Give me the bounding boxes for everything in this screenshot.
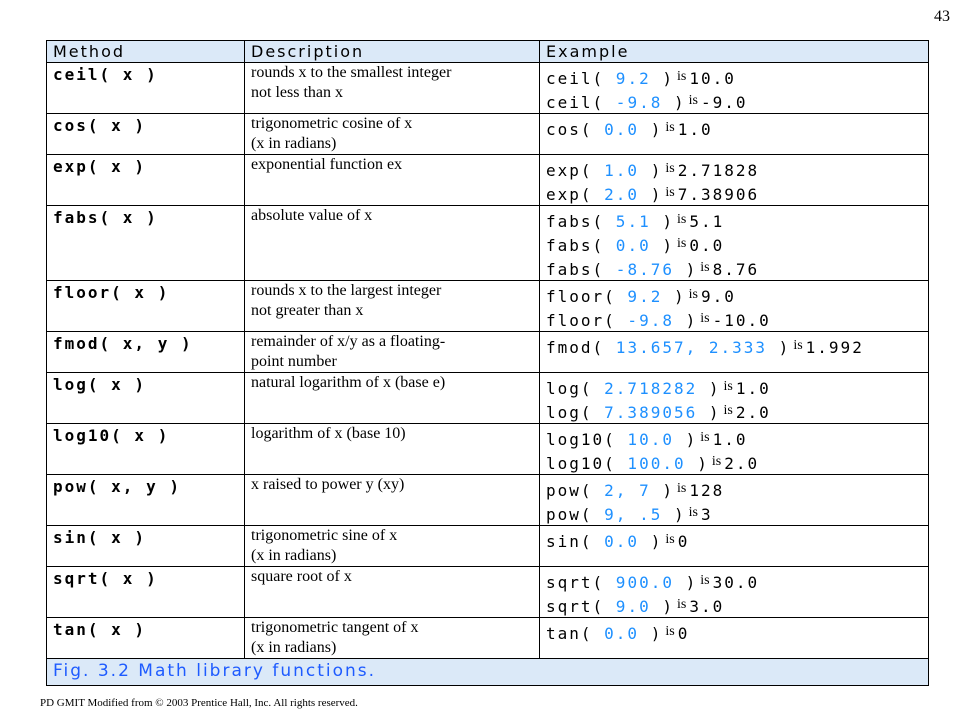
example-cell — [540, 63, 929, 114]
method-name: exp( x ) — [53, 157, 147, 176]
example-result: 0.0 — [689, 236, 725, 255]
table-row — [47, 567, 929, 618]
example-argument: 900.0 — [604, 573, 686, 592]
example-function: floor( — [546, 311, 616, 330]
example-line — [546, 620, 922, 644]
method-cell — [47, 424, 245, 475]
example-line — [546, 256, 922, 280]
method-name: sin( x ) — [53, 528, 147, 547]
example-line — [546, 375, 922, 399]
example-line — [546, 450, 922, 474]
description-line: logarithm of x (base 10) — [251, 425, 406, 442]
example-line — [546, 501, 922, 525]
table-row — [47, 281, 929, 332]
example-cell — [540, 155, 929, 206]
example-result: 3 — [700, 505, 713, 524]
example-result: 9.0 — [700, 287, 736, 306]
description-cell — [245, 567, 540, 618]
example-result: 0 — [677, 624, 690, 643]
example-function: exp( — [546, 161, 593, 180]
example-result: -9.0 — [700, 93, 748, 112]
example-is-word: is — [700, 311, 710, 326]
method-name: tan( x ) — [53, 620, 147, 639]
table-body — [47, 63, 929, 659]
example-result: 2.0 — [724, 454, 760, 473]
example-argument: 9.2 — [615, 287, 674, 306]
example-close-paren: ) — [662, 212, 674, 231]
example-cell — [540, 373, 929, 424]
method-cell — [47, 155, 245, 206]
caption-row — [47, 659, 929, 686]
table-row — [47, 475, 929, 526]
description-line: exponential function ex — [251, 156, 403, 173]
description-line: natural logarithm of x (base e) — [251, 374, 446, 391]
example-argument: 2.718282 — [592, 379, 709, 398]
example-line — [546, 477, 922, 501]
method-cell — [47, 281, 245, 332]
example-result: 1.0 — [677, 120, 713, 139]
example-close-paren: ) — [662, 597, 674, 616]
table-row — [47, 206, 929, 281]
method-cell — [47, 332, 245, 373]
math-functions-table — [46, 40, 929, 686]
example-argument: 100.0 — [615, 454, 698, 473]
example-cell — [540, 281, 929, 332]
table-row — [47, 526, 929, 567]
header-method: Method — [47, 41, 245, 63]
description-line: not greater than x — [251, 302, 364, 319]
example-close-paren: ) — [673, 93, 686, 112]
method-cell — [47, 63, 245, 114]
page-number: 43 — [934, 8, 950, 25]
example-is-word: is — [676, 69, 687, 84]
example-close-paren: ) — [685, 260, 698, 279]
example-argument: 7.389056 — [592, 403, 709, 422]
example-function: ceil( — [546, 93, 605, 112]
example-close-paren: ) — [708, 379, 721, 398]
example-result: 5.1 — [689, 212, 725, 231]
example-close-paren: ) — [697, 454, 709, 473]
example-line — [546, 426, 922, 450]
example-result: 1.0 — [735, 379, 771, 398]
method-name: fmod( x, y ) — [53, 334, 193, 353]
example-argument: 0.0 — [592, 532, 651, 551]
table-header-row — [47, 41, 929, 63]
figure-caption: Fig. 3.2 Math library functions. — [47, 659, 929, 686]
example-line — [546, 307, 922, 331]
example-line — [546, 399, 922, 423]
description-line: remainder of x/y as a floating- — [251, 333, 446, 350]
example-close-paren: ) — [778, 338, 791, 357]
method-cell — [47, 526, 245, 567]
example-close-paren: ) — [662, 236, 674, 255]
description-line: (x in radians) — [251, 547, 337, 564]
description-line: x raised to power y (xy) — [251, 476, 405, 493]
example-argument: -9.8 — [615, 311, 686, 330]
example-line — [546, 232, 922, 256]
example-result: 3.0 — [689, 597, 725, 616]
description-cell — [245, 281, 540, 332]
method-name: fabs( x ) — [53, 208, 158, 227]
description-cell — [245, 475, 540, 526]
example-close-paren: ) — [650, 161, 663, 180]
example-is-word: is — [688, 93, 698, 108]
example-function: sin( — [546, 532, 593, 551]
description-cell — [245, 526, 540, 567]
example-is-word: is — [665, 120, 675, 135]
method-cell — [47, 206, 245, 281]
example-argument: 0.0 — [604, 236, 663, 255]
table-row — [47, 114, 929, 155]
description-line: square root of x — [251, 568, 352, 585]
example-cell — [540, 618, 929, 659]
example-close-paren: ) — [685, 311, 698, 330]
example-function: fabs( — [546, 212, 605, 231]
table-row — [47, 332, 929, 373]
example-function: tan( — [546, 624, 593, 643]
example-is-word: is — [665, 161, 675, 176]
description-line: trigonometric tangent of x — [251, 619, 419, 636]
method-name: sqrt( x ) — [53, 569, 158, 588]
description-line: rounds x to the smallest integer — [251, 64, 452, 81]
copyright-footer: PD GMIT Modified from © 2003 Prentice Hall, Inc. All rights reserved. — [40, 697, 358, 709]
example-result: 0 — [677, 532, 690, 551]
example-argument: 9.2 — [604, 69, 663, 88]
description-cell — [245, 155, 540, 206]
example-cell — [540, 206, 929, 281]
description-cell — [245, 332, 540, 373]
example-cell — [540, 424, 929, 475]
example-result: 1.992 — [805, 338, 864, 357]
example-line — [546, 334, 922, 358]
example-close-paren: ) — [650, 532, 663, 551]
header-example: Example — [540, 41, 929, 63]
method-name: ceil( x ) — [53, 65, 158, 84]
description-line: trigonometric cosine of x — [251, 115, 413, 132]
description-line: (x in radians) — [251, 135, 337, 152]
example-line — [546, 208, 922, 232]
example-line — [546, 65, 922, 89]
example-line — [546, 116, 922, 140]
example-function: sqrt( — [546, 597, 605, 616]
example-close-paren: ) — [650, 185, 663, 204]
example-line — [546, 89, 922, 113]
example-is-word: is — [688, 505, 698, 520]
example-is-word: is — [676, 597, 687, 612]
example-result: 1.0 — [712, 430, 748, 449]
table-row — [47, 155, 929, 206]
table-row — [47, 618, 929, 659]
example-close-paren: ) — [708, 403, 721, 422]
method-name: pow( x, y ) — [53, 477, 181, 496]
example-close-paren: ) — [685, 430, 698, 449]
example-argument: 13.657, 2.333 — [604, 338, 779, 357]
example-argument: 1.0 — [592, 161, 651, 180]
example-function: fabs( — [546, 236, 605, 255]
example-is-word: is — [723, 379, 733, 394]
example-function: pow( — [546, 481, 593, 500]
method-cell — [47, 114, 245, 155]
example-close-paren: ) — [673, 287, 686, 306]
example-result: 128 — [689, 481, 725, 500]
example-line — [546, 157, 922, 181]
table-row — [47, 63, 929, 114]
example-result: -10.0 — [712, 311, 771, 330]
description-line: rounds x to the largest integer — [251, 282, 442, 299]
example-result: 10.0 — [689, 69, 736, 88]
example-is-word: is — [676, 236, 687, 251]
example-is-word: is — [688, 287, 698, 302]
description-cell — [245, 373, 540, 424]
example-is-word: is — [723, 403, 733, 418]
description-line: (x in radians) — [251, 639, 337, 656]
example-result: 2.71828 — [677, 161, 760, 180]
example-is-word: is — [665, 624, 675, 639]
example-argument: 2.0 — [592, 185, 651, 204]
example-function: log( — [546, 403, 593, 422]
example-close-paren: ) — [650, 624, 663, 643]
method-name: log10( x ) — [53, 426, 170, 445]
example-line — [546, 181, 922, 205]
example-function: fabs( — [546, 260, 605, 279]
description-cell — [245, 63, 540, 114]
method-cell — [47, 373, 245, 424]
example-cell — [540, 332, 929, 373]
example-line — [546, 593, 922, 617]
description-cell — [245, 424, 540, 475]
example-is-word: is — [700, 260, 710, 275]
example-argument: 9, .5 — [592, 505, 674, 524]
example-function: exp( — [546, 185, 593, 204]
example-is-word: is — [711, 454, 722, 469]
description-line: not less than x — [251, 84, 343, 101]
example-function: log10( — [546, 430, 616, 449]
example-is-word: is — [700, 573, 710, 588]
example-is-word: is — [700, 430, 710, 445]
example-line — [546, 283, 922, 307]
example-argument: 0.0 — [592, 120, 651, 139]
example-function: cos( — [546, 120, 593, 139]
example-cell — [540, 567, 929, 618]
example-argument: -9.8 — [604, 93, 674, 112]
example-cell — [540, 475, 929, 526]
example-function: ceil( — [546, 69, 605, 88]
example-function: pow( — [546, 505, 593, 524]
method-name: log( x ) — [53, 375, 147, 394]
example-is-word: is — [665, 532, 675, 547]
example-is-word: is — [676, 212, 687, 227]
example-argument: 2, 7 — [592, 481, 663, 500]
example-close-paren: ) — [662, 69, 674, 88]
example-is-word: is — [676, 481, 687, 496]
table-row — [47, 424, 929, 475]
example-function: log10( — [546, 454, 616, 473]
example-result: 30.0 — [712, 573, 760, 592]
example-result: 2.0 — [735, 403, 771, 422]
method-cell — [47, 618, 245, 659]
example-function: fmod( — [546, 338, 605, 357]
example-close-paren: ) — [685, 573, 698, 592]
description-cell — [245, 206, 540, 281]
example-cell — [540, 114, 929, 155]
description-line: trigonometric sine of x — [251, 527, 398, 544]
description-cell — [245, 114, 540, 155]
table-row — [47, 373, 929, 424]
example-argument: 10.0 — [615, 430, 686, 449]
example-argument: 9.0 — [604, 597, 663, 616]
example-argument: 0.0 — [592, 624, 651, 643]
example-close-paren: ) — [673, 505, 686, 524]
example-close-paren: ) — [662, 481, 674, 500]
example-argument: -8.76 — [604, 260, 686, 279]
method-cell — [47, 475, 245, 526]
example-function: log( — [546, 379, 593, 398]
example-close-paren: ) — [650, 120, 663, 139]
description-line: point number — [251, 353, 337, 370]
example-cell — [540, 526, 929, 567]
example-result: 7.38906 — [677, 185, 760, 204]
example-is-word: is — [793, 338, 803, 353]
example-function: floor( — [546, 287, 616, 306]
example-result: 8.76 — [712, 260, 760, 279]
header-description: Description — [245, 41, 540, 63]
method-name: cos( x ) — [53, 116, 147, 135]
description-line: absolute value of x — [251, 207, 373, 224]
example-function: sqrt( — [546, 573, 605, 592]
example-argument: 5.1 — [604, 212, 663, 231]
method-cell — [47, 567, 245, 618]
description-cell — [245, 618, 540, 659]
method-name: floor( x ) — [53, 283, 170, 302]
example-is-word: is — [665, 185, 675, 200]
example-line — [546, 569, 922, 593]
example-line — [546, 528, 922, 552]
